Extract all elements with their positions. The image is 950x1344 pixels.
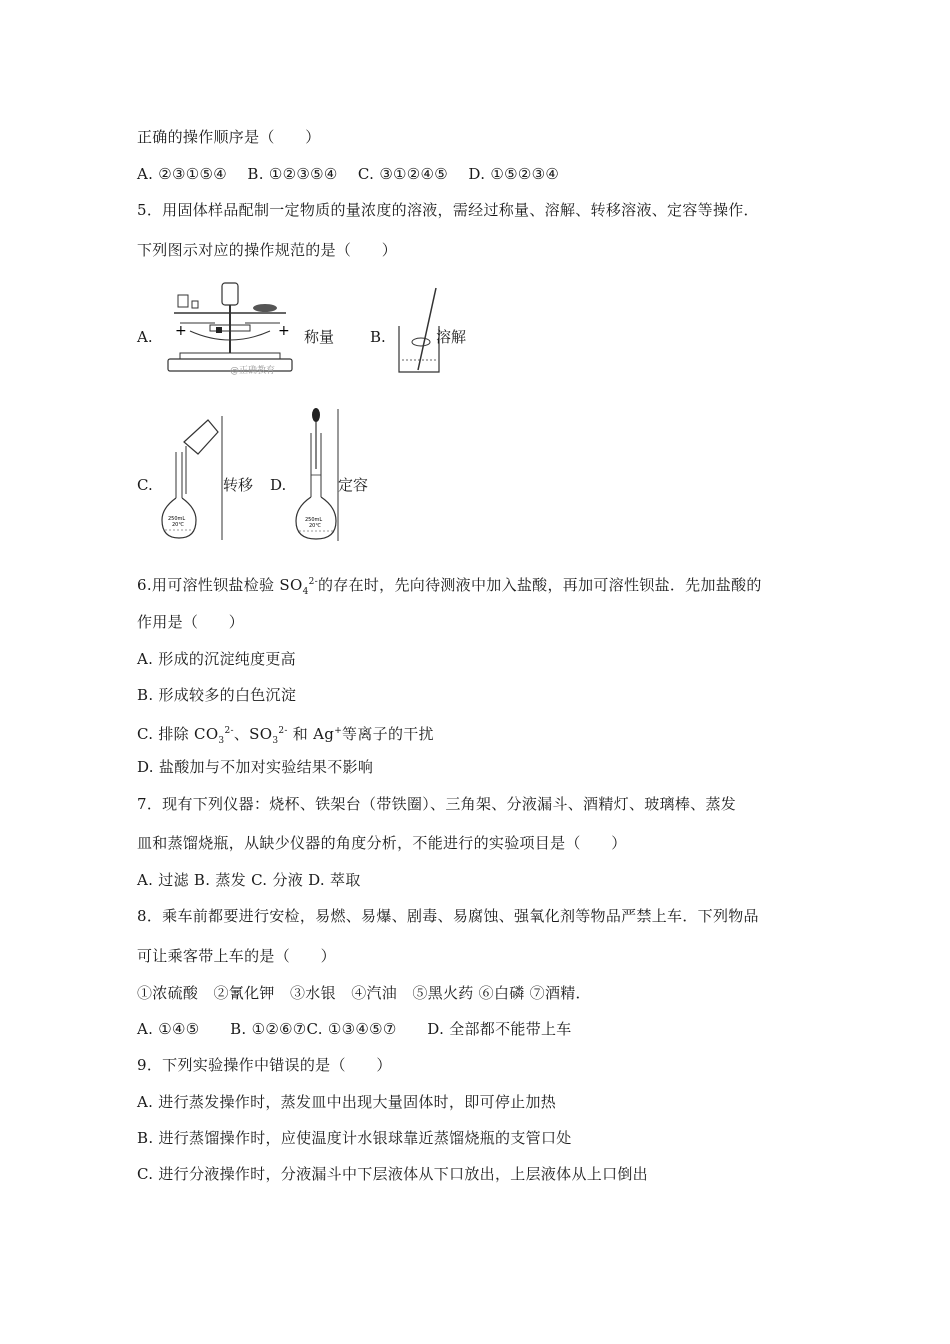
q8-items: ①浓硫酸 ②氰化钾 ③水银 ④汽油 ⑤黑火药 ⑥白磷 ⑦酒精． [137,984,591,1002]
q5-stem-line2: 下列图示对应的操作规范的是（ ） [137,241,398,259]
q9-option-c: C. 进行分液操作时，分液漏斗中下层液体从下口放出，上层液体从上口倒出 [137,1165,648,1183]
option-b-letter: B. [370,328,386,346]
q6-stem-pre: 6.用可溶性钡盐检验 SO [137,576,303,594]
q9-stem: 9．下列实验操作中错误的是（ ） [137,1056,392,1074]
flask-temp-label: 20℃ [309,523,321,529]
flask-temp-label: 20℃ [172,522,184,528]
q6c-mid: 、SO [233,725,273,743]
q6-sup: 2- [308,577,318,587]
option-d-letter: D. [270,476,287,494]
q9-option-a: A. 进行蒸发操作时，蒸发皿中出现大量固体时，即可停止加热 [137,1093,557,1111]
q6-stem-line2: 作用是（ ） [137,613,245,631]
q4-options: A. ②③①⑤④ B. ①②③⑤④ C. ③①②④⑤ D. ①⑤②③④ [137,165,560,183]
q6-option-b: B. 形成较多的白色沉淀 [137,686,297,704]
q7-stem-line2: 皿和蒸馏烧瓶，从缺少仪器的角度分析，不能进行的实验项目是（ ） [137,834,627,852]
q6c-sup3: + [334,726,343,736]
q6c-sup2: 2- [278,726,288,736]
flask-transfer-figure [160,412,224,542]
option-c-letter: C. [137,476,153,494]
flask-volume-figure [292,405,342,543]
q6-stem-post: 的存在时，先向待测液中加入盐酸，再加可溶性钡盐．先加盐酸的 [317,576,762,594]
q8-stem-line1: 8．乘车前都要进行安检，易燃、易爆、剧毒、易腐蚀、强氧化剂等物品严禁上车．下列物品 [137,907,759,925]
balance-figure [160,275,300,375]
option-c-label: 转移 [223,476,254,494]
q6-stem-line1 [137,572,762,602]
watermark: @正确教育 [230,366,276,375]
option-b-label: 溶解 [436,328,467,346]
q6c-pre: C. 排除 CO [137,725,219,743]
option-d-label: 定容 [338,476,369,494]
flask-capacity-label: 250mL [305,517,323,523]
q8-stem-line2: 可让乘客带上车的是（ ） [137,947,336,965]
q6-sub: 4 [302,587,309,597]
option-a-label: 称量 [304,328,335,346]
q7-stem-line1: 7．现有下列仪器：烧杯、铁架台（带铁圈）、三角架、分液漏斗、酒精灯、玻璃棒、蒸发 [137,795,737,813]
option-a-letter: A. [137,328,153,346]
q6-option-c [137,721,434,751]
q9-option-b: B. 进行蒸馏操作时，应使温度计水银球靠近蒸馏烧瓶的支管口处 [137,1129,572,1147]
q6c-sub2: 3 [272,736,279,746]
q6c-post: 等离子的干扰 [342,725,434,743]
q7-options: A. 过滤 B. 蒸发 C. 分液 D. 萃取 [137,871,361,889]
q6c-sub1: 3 [218,736,225,746]
q5-stem-line1: 5．用固体样品配制一定物质的量浓度的溶液，需经过称量、溶解、转移溶液、定容等操作． [137,201,759,219]
svg-text:+: + [278,323,290,339]
flask-capacity-label: 250mL [168,516,186,522]
svg-text:+: + [175,323,187,339]
q4-stem-end: 正确的操作顺序是（ ） [137,128,321,146]
q6-option-d: D. 盐酸加与不加对实验结果不影响 [137,758,374,776]
q6c-sup1: 2- [224,726,234,736]
q6c-mid2: 和 Ag [287,725,335,743]
q6-option-a: A. 形成的沉淀纯度更高 [137,650,296,668]
q8-options: A. ①④⑤ B. ①②⑥⑦C. ①③④⑤⑦ D. 全部都不能带上车 [137,1020,572,1038]
